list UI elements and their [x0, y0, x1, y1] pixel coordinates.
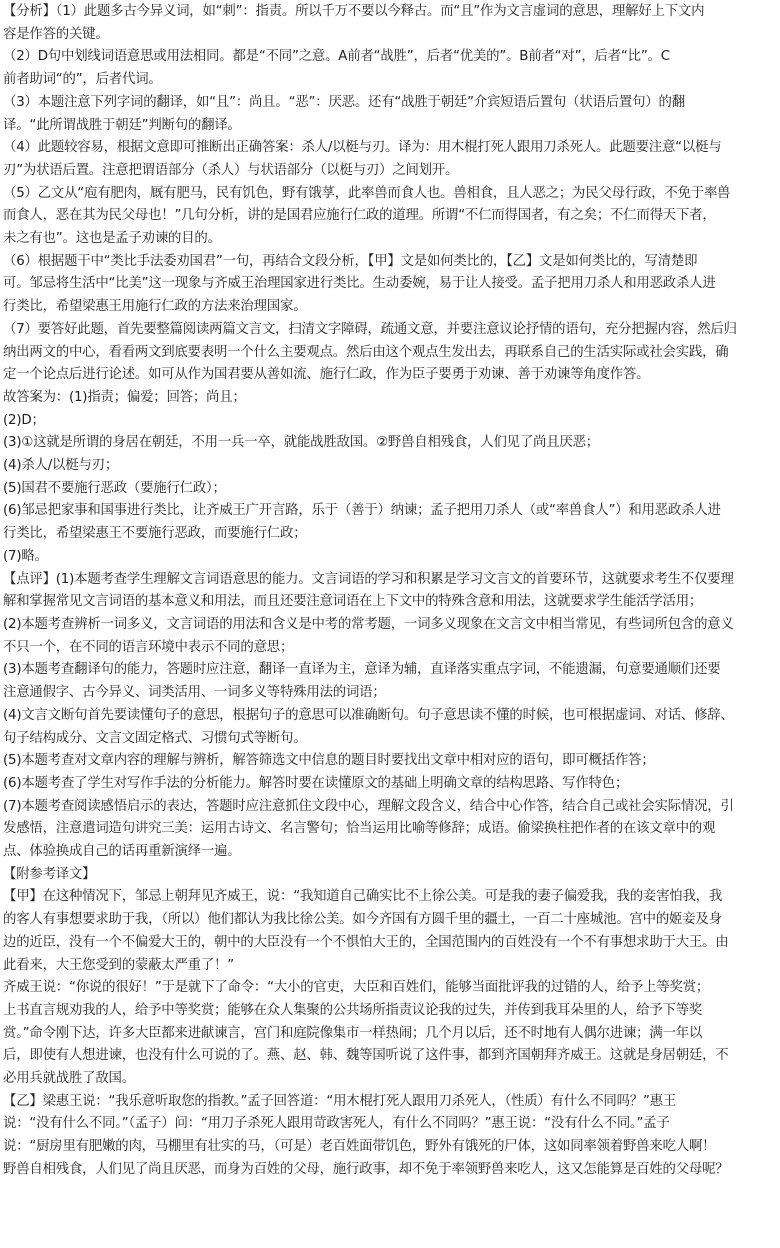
text-line: 行类比，希望梁惠王用施行仁政的方法来治理国家。	[3, 299, 307, 315]
text-line: (3)本题考查翻译句的能力，答题时应注意，翻译一直译为主，意译为辅，直译落实重点字词，不能遗漏，句意要通顺们还要	[3, 662, 721, 678]
text-line: 【分析】（1）此题多古今异义词，如“刺”：指责。所以千万不要以今释古。而“且”作为文言虚词的意思，理解好上下文内	[3, 4, 705, 19]
text-line: 未之有也”。这也是孟子劝谏的目的。	[3, 231, 221, 247]
text-line: 的客人有事想要求助于我，（所以）他们都认为我比徐公美。如今齐国有方圆千里的疆土，一百二十座城池。宫中的姬妾及身	[3, 912, 722, 928]
text-line: 边的近臣，没有一个不偏爱大王的，朝中的大臣没有一个不惧怕大王的，全国范围内的百姓没有一个不有事想求助于大王。由	[3, 934, 729, 950]
text-line: 注意通假字、古今异义、词类活用、一词多义等特殊用法的词语；	[3, 685, 386, 701]
text-line: (5)国君不要施行恶政（要施行仁政）；	[3, 480, 226, 496]
text-line: 必用兵就战胜了敌国。	[3, 1071, 135, 1087]
text-line: 译。“此所谓战胜于朝廷”判断句的翻译。	[3, 117, 241, 133]
text-line: （5）乙文从“庖有肥肉，厩有肥马，民有饥色，野有饿莩，此率兽而食人也。兽相食，且人恶之；为民父母行政，不免于率兽	[3, 185, 731, 201]
text-line: 不只一个，在不同的语言环境中表示不同的意思；	[3, 639, 294, 655]
text-line: (7)本题考查阅读感悟启示的表达，答题时应注意抓住文段中心，理解文段含义，结合中心作答，结合自己或社会实际情况，引	[3, 798, 734, 814]
text-line: 前者助词“的”，后者代词。	[3, 72, 162, 88]
text-line: (2)本题考查辨析一词多义，文言词语的用法和含义是中考的常考题，一词多义现象在文言文中相当常见，有些词所包含的意义	[3, 616, 734, 632]
text-line: 上书直言规劝我的人，给予中等奖赏；能够在众人集聚的公共场所指责议论我的过失，并传到我耳朵里的人，给予下等奖	[3, 1002, 703, 1018]
text-line: 此看来，大王您受到的蒙蔽太严重了！”	[3, 957, 234, 973]
text-line: （4）此题较容易，根据文意即可推断出正确答案：杀人/以梃与刃。译为：用木棍打死人跟用刀杀死人。此题要注意“以梃与	[3, 140, 722, 156]
text-line: （7）要答好此题，首先要整篇阅读两篇文言文，扫清文字障碍，疏通文意，并要注意议论抒情的语句，充分把握内容，然后归	[3, 321, 737, 337]
text-line: （3）本题注意下列字词的翻译，如“且”：尚且。“恶”：厌恶。还有“战胜于朝廷”介宾短语后置句（状语后置句）的翻	[3, 94, 685, 110]
text-line: (4)杀人/以梃与刃；	[3, 458, 119, 474]
text-line: 发感悟，注意遣词造句讲究三美：运用古诗文、名言警句；恰当运用比喻等修辞；成语。偷梁换柱把作者的在该文章中的观	[3, 821, 716, 837]
text-line: 【点评】(1)本题考查学生理解文言词语意思的能力。文言词语的学习和积累是学习文言文的首要环节，这就要求考生不仅要理	[3, 571, 734, 587]
text-line: 刃”为状语后置。注意把谓语部分（杀人）与状语部分（以梃与刃）之间划开。	[3, 162, 459, 178]
text-line: (2)D；	[3, 412, 45, 428]
text-line: 说：“没有什么不同。”（孟子）问：“用刀子杀死人跟用苛政害死人，有什么不同吗？”惠王说：“没有什么不同。”孟子	[3, 1116, 670, 1132]
text-line: （6）根据题干中“类比手法委劝国君”一句，再结合文段分析，【甲】文是如何类比的，【乙】文是如何类比的，写清楚即	[3, 253, 698, 269]
text-line: 赏。”命令刚下达，许多大臣都来进献谏言，宫门和庭院像集市一样热闹；几个月以后，还不时地有人偶尔进谏；满一年以	[3, 1025, 703, 1041]
text-line: 容是作答的关键。	[3, 26, 109, 42]
text-line: 定一个论点后进行论述。如可从作为国君要从善如流、施行仁政，作为臣子要勇于劝谏、善于劝谏等角度作答。	[3, 367, 650, 383]
text-line: 【附参考译文】	[3, 866, 96, 882]
text-line: 解和掌握常见文言词语的基本意义和用法，而且还要注意词语在上下文中的特殊含意和用法，这就要求学生能活学活用；	[3, 594, 703, 610]
text-line: 野兽自相残食，人们见了尚且厌恶，而身为百姓的父母，施行政事，却不免于率领野兽来吃人，这又怎能算是百姓的父母呢？	[3, 1161, 729, 1177]
text-line: (7)略。	[3, 548, 48, 564]
text-line: 说：“厨房里有肥嫩的肉，马棚里有壮实的马，（可是）老百姓面带饥色，野外有饿死的尸体，这如同率领着野兽来吃人啊！	[3, 1139, 716, 1155]
text-line: 点、体验换成自己的话再重新演绎一遍。	[3, 844, 241, 860]
text-line: 而食人，恶在其为民父母也！”几句分析，讲的是国君应施行仁政的道理。所谓“不仁而得国者，有之矣；不仁而得天下者，	[3, 208, 716, 224]
text-line: (6)本题考查了学生对写作手法的分析能力。解答时要在读懂原文的基础上明确文章的结构思路、写作特色；	[3, 775, 629, 791]
text-line: （2）D句中划线词语意思或用法相同。都是“不同”之意。A前者“战胜”，后者“优美的”。B前者“对”，后者“比”。C	[3, 49, 670, 65]
text-line: 【乙】梁惠王说：“我乐意听取您的指教。”孟子回答道：“用木棍打死人跟用刀杀死人，（性质）有什么不同吗？”惠王	[3, 1093, 677, 1109]
text-line: (4)文言文断句首先要读懂句子的意思，根据句子的意思可以准确断句。句子意思读不懂的时候，也可根据虚词、对话、修辞、	[3, 707, 734, 723]
text-line: 齐威王说：“你说的很好！”于是就下了命令：“大小的官吏，大臣和百姓们，能够当面批评我的过错的人，给予上等奖赏；	[3, 980, 710, 996]
text-line: (3)①这就是所谓的身居在朝廷，不用一兵一卒，就能战胜敌国。②野兽自相残食，人们见了尚且厌恶；	[3, 435, 599, 451]
text-line: 纳出两文的中心，看看两文到底要表明一个什么主要观点。然后由这个观点生发出去，再联系自己的生活实际或社会实践，确	[3, 344, 729, 360]
text-line: (6)邹忌把家事和国事进行类比，让齐威王广开言路，乐于（善于）纳谏；孟子把用刀杀人（或“率兽食人”）和用恶政杀人进	[3, 503, 721, 519]
text-line: 句子结构成分、文言文固定格式、习惯句式等断句。	[3, 730, 307, 746]
text-line: 行类比，希望梁惠王不要施行恶政，而要施行仁政；	[3, 526, 307, 542]
text-line: 【甲】在这种情况下，邹忌上朝拜见齐威王，说：“我知道自己确实比不上徐公美。可是我的妻子偏爱我，我的妾害怕我，我	[3, 889, 723, 905]
text-line: 可。邹忌将生活中“比美”这一现象与齐威王治理国家进行类比。生动委婉，易于让人接受。孟子把用刀杀人和用恶政杀人进	[3, 276, 716, 292]
text-line: 故答案为：(1)指责；偏爱；回答；尚且；	[3, 389, 246, 405]
text-line: (5)本题考查对文章内容的理解与辨析，解答筛选文中信息的题目时要找出文章中相对应的语句，即可概括作答；	[3, 753, 655, 769]
text-line: 后，即使有人想进谏，也没有什么可说的了。燕、赵、韩、魏等国听说了这件事，都到齐国朝拜齐威王。这就是身居朝廷，不	[3, 1048, 729, 1064]
